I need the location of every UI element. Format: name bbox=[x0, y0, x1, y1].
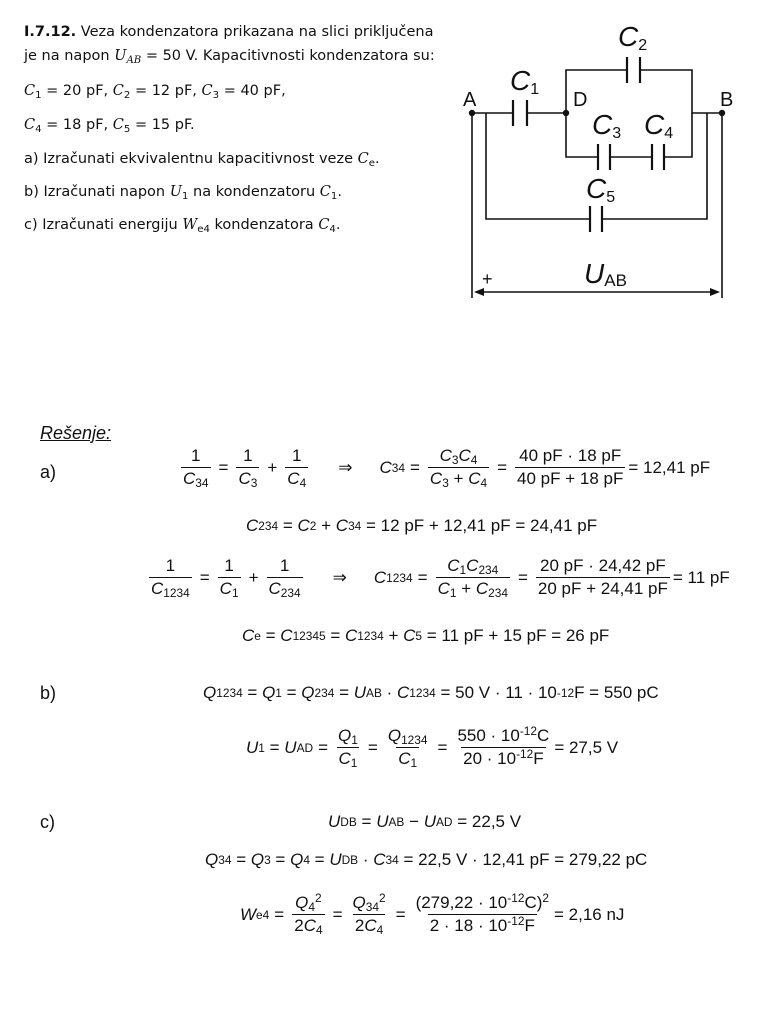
eq-b1: Q 1234 = Q 1 = Q 234 = U AB · C 1234 = 50 V · 11 · 10 -12 F = 550 pC bbox=[203, 683, 659, 702]
question-c: c) Izračunati energiju $W_{e4}$ kondenzatora $C_4$. bbox=[24, 217, 341, 235]
question-b: b) Izračunati napon $U_1$ na kondenzatoru $C_1$. bbox=[24, 184, 342, 202]
node-a-label: A bbox=[463, 89, 477, 111]
eq-c1: U DB = U AB − U AD = 22,5 V bbox=[328, 812, 522, 831]
c3-label: C3 bbox=[592, 109, 622, 142]
part-a-label: a) bbox=[40, 462, 57, 482]
circuit-diagram bbox=[0, 0, 768, 310]
part-c-label: c) bbox=[40, 812, 55, 832]
node-d-dot bbox=[563, 110, 569, 116]
question-a: a) Izračunati ekvivalentnu kapacitivnost veze $C_e$. bbox=[24, 151, 380, 169]
arrow-left-head bbox=[474, 288, 484, 296]
eq-b2: U 1 = U AD = $\frac{Q_1}{C_1}$ = $\frac{Q_{1234}}{C_1}$ = $\frac{550 \cdot 10^{-12}C}{20 \cdot 10^{-12}F}$ = 27,5 V bbox=[246, 724, 619, 770]
solution-heading: Rešenje: bbox=[40, 423, 112, 443]
uab-label: UAB bbox=[584, 258, 627, 290]
problem-line-1: I.7.12. Veza kondenzatora prikazana na slici priključena bbox=[24, 24, 434, 40]
eq-c2: Q 34 = Q 3 = Q 4 = U DB · C 34 = 22,5 V · 12,41 pF = 279,22 pC bbox=[205, 850, 648, 869]
c1-label: C1 bbox=[510, 65, 540, 98]
c5-label: C5 bbox=[586, 173, 616, 206]
eq-c3: W e4 = $\frac{Q_4^2}{2C_4}$ = $\frac{Q_{34}^2}{2C_4}$ = $\frac{(279,22 \cdot 10^{-12}C)^2}{2 \cdot 18 \cdot 10^{-12}F}$ = 2,16 nJ bbox=[240, 891, 625, 937]
problem-line-2: je na napon $U_{AB} = 50$ V. Kapacitivnosti kondenzatora su: bbox=[24, 48, 435, 66]
node-d-label: D bbox=[573, 89, 588, 111]
c4-label: C4 bbox=[644, 109, 674, 142]
arrow-right-head bbox=[710, 288, 720, 296]
eq-a4: C e = C 12345 = C 1234 + C 5 = 11 pF + 15 pF = 26 pF bbox=[242, 626, 610, 645]
part-b-label: b) bbox=[40, 683, 57, 703]
c2-label: C2 bbox=[618, 21, 648, 54]
problem-id: I.7.12. bbox=[24, 24, 77, 40]
plus-sign: + bbox=[482, 269, 493, 289]
problem-capacitances-1: $C_1 = 20$ pF, $C_2 = 12$ pF, $C_3 = 40$ pF, bbox=[24, 83, 286, 101]
eq-a2: C 234 = C 2 + C 34 = 12 pF + 12,41 pF = 24,41 pF bbox=[246, 516, 598, 535]
node-b-label: B bbox=[720, 89, 734, 111]
eq-a3: $\frac{1}{C_{1234}}$ = $\frac{1}{C_1}$ + $\frac{1}{C_{234}}$ ⇒ C 1234 = $\frac{C_1C_{234}}{C_1 + C_{234}}$ = $\frac{20 pF \cdot 24,42 pF}{20 pF + 24,41 pF}$ = 11 pF bbox=[151, 556, 730, 600]
problem-capacitances-2: $C_4 = 18$ pF, $C_5 = 15$ pF. bbox=[24, 117, 195, 135]
eq-a1: $\frac{1}{C_{34}}$ = $\frac{1}{C_3}$ + $\frac{1}{C_4}$ ⇒ C 34 = $\frac{C_3C_4}{C_3 + C_4}$ = $\frac{40 pF \cdot 18 pF}{40 pF + 18 pF}$ = 12,41 pF bbox=[183, 446, 711, 490]
